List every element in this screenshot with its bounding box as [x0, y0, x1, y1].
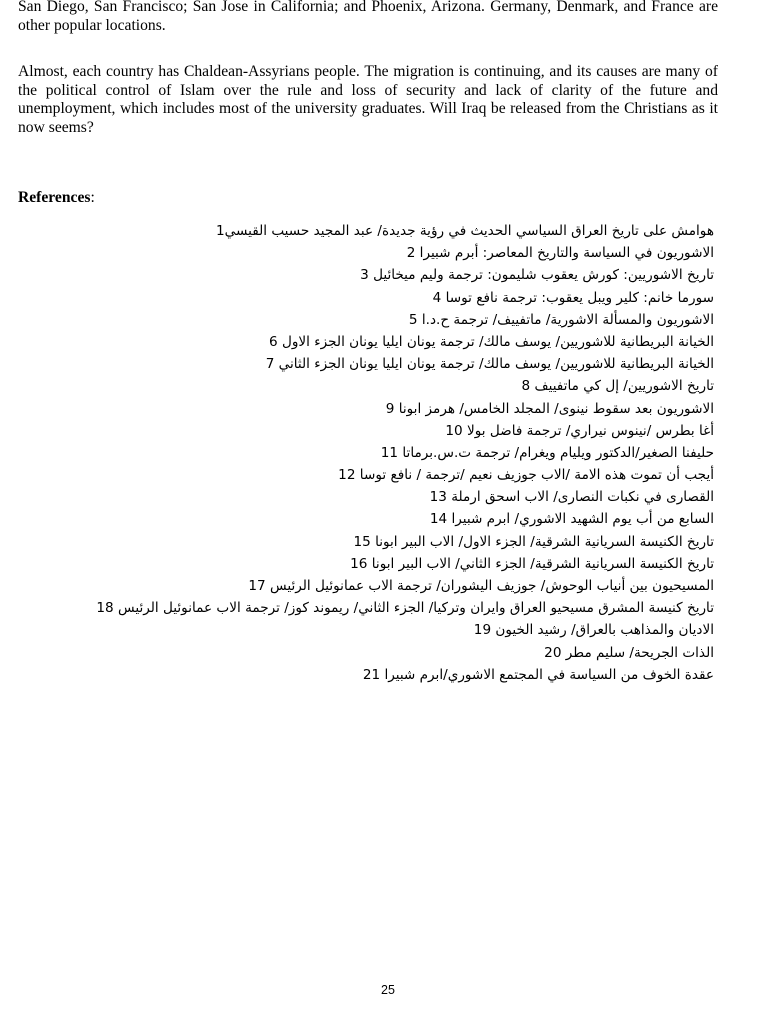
reference-item-1: هوامش على تاريخ العراق السياسي الحديث في رؤية جديدة/ عبد المجيد حسيب القيسي1 — [215, 223, 714, 239]
reference-item-7: الخيانة البريطانية للاشوريين/ يوسف مالك/ ترجمة يونان ايليا يونان الجزء الثاني 7 — [265, 356, 714, 373]
reference-item-15: تاريخ الكنيسة السريانية الشرقية/ الجزء الاول/ الاب البير ابونا 15 — [353, 533, 714, 550]
reference-item-12: أيجب أن تموت هذه الامة /الاب جوزيف نعيم /ترجمة / نافع توسا 12 — [338, 467, 714, 484]
reference-item-21: عقدة الخوف من السياسة في المجتمع الاشوري/ابرم شبيرا 21 — [362, 666, 714, 683]
reference-item-19: الاديان والمذاهب بالعراق/ رشيد الخيون 19 — [473, 622, 714, 639]
reference-item-14: السابع من أب يوم الشهيد الاشوري/ ابرم شبيرا 14 — [429, 511, 714, 528]
reference-item-17: المسيحيون بين أنياب الوحوش/ جوزيف اليشوران/ ترجمة الاب عمانوئيل الرئيس 17 — [248, 578, 714, 594]
reference-item-4: سورما خانم: كلير ويبل يعقوب: ترجمة نافع توسا 4 — [432, 289, 714, 306]
reference-item-13: القصارى في نكبات النصارى/ الاب اسحق ارملة 13 — [429, 489, 714, 506]
reference-item-18: تاريخ كنيسة المشرق مسيحيو العراق وايران وتركيا/ الجزء الثاني/ ريموند كوز/ ترجمة الاب عمانوئيل الرئيس 18 — [96, 600, 714, 617]
body-paragraph-migration: Almost, each country has Chaldean-Assyrians people. The migration is continuing, and its causes are many of the political control of Islam over the rule and loss of security and lack of clarity of the future and unemployment, which includes most of the university graduates. Will Iraq be released from the Christians as it now seems? — [18, 63, 718, 136]
reference-item-11: حليفنا الصغير/الدكتور ويليام ويغرام/ ترجمة ت.س.برماتا 11 — [380, 444, 714, 461]
reference-item-10: أغا بطرس /نينوس نيراري/ ترجمة فاضل بولا 10 — [445, 422, 714, 439]
reference-item-5: الاشوريون والمسألة الاشورية/ ماتفييف/ ترجمة ح.د.ا 5 — [408, 311, 714, 328]
references-heading-text: References — [18, 189, 91, 206]
references-heading — [18, 188, 95, 208]
references-list — [18, 220, 714, 686]
reference-item-3: تاريخ الاشوريين: كورش يعقوب شليمون: ترجمة وليم ميخائيل 3 — [360, 267, 714, 284]
page-number: 25 — [381, 983, 395, 997]
reference-item-8: تاريخ الاشوريين/ إل كي ماتفييف 8 — [521, 378, 714, 395]
reference-item-2: الاشوريون في السياسة والتاريخ المعاصر: أبرم شبيرا 2 — [406, 245, 714, 262]
reference-item-16: تاريخ الكنيسة السريانية الشرقية/ الجزء الثاني/ الاب البير ابونا 16 — [350, 555, 714, 572]
body-paragraph-locations: San Diego, San Francisco; San Jose in California; and Phoenix, Arizona. Germany, Denmark, and France are other popular locations. — [18, 0, 718, 34]
reference-item-9: الاشوريون بعد سقوط نينوى/ المجلد الخامس/ هرمز ابونا 9 — [385, 400, 714, 417]
references-heading-colon: : — [90, 189, 95, 206]
reference-item-20: الذات الجريحة/ سليم مطر 20 — [544, 644, 714, 661]
reference-item-6: الخيانة البريطانية للاشوريين/ يوسف مالك/ ترجمة يونان ايليا يونان الجزء الاول 6 — [268, 333, 714, 350]
